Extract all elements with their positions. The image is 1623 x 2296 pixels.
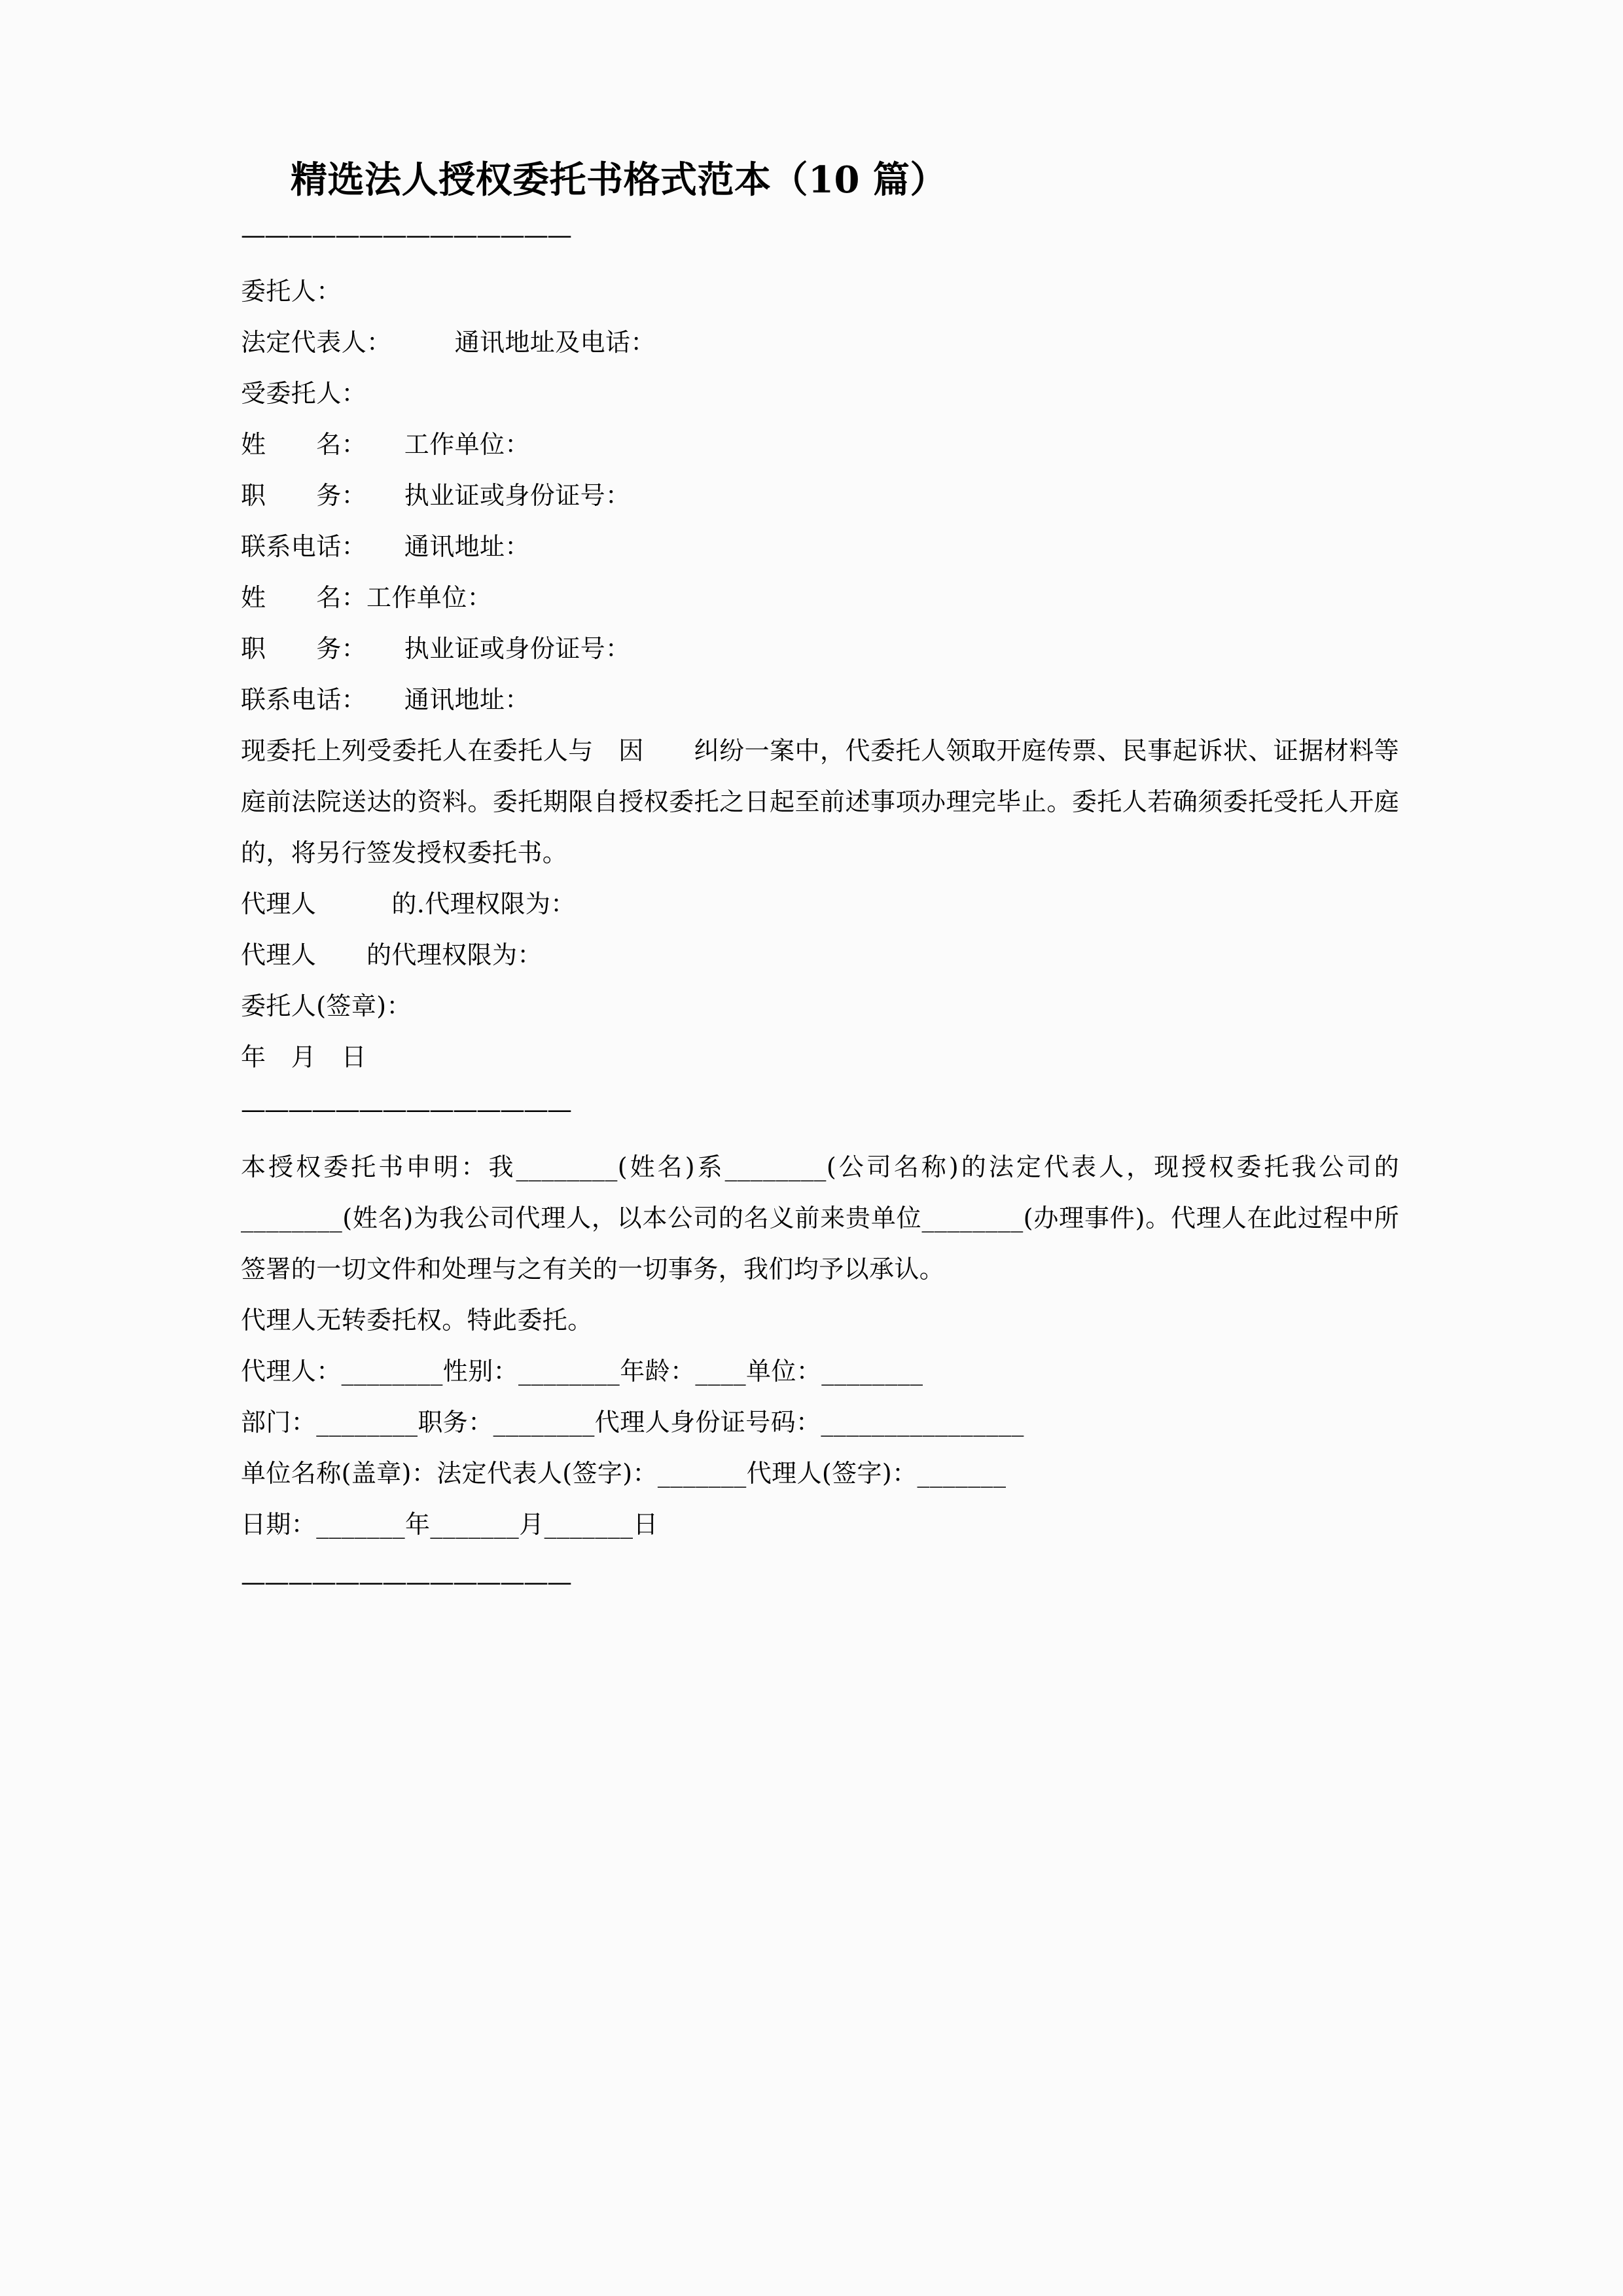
divider-bottom: —————————————— <box>241 1570 571 1596</box>
field-line-name-2: 姓 名：工作单位： <box>241 583 493 612</box>
field-line-date-ymd: 年 月 日 <box>241 1043 367 1071</box>
field-line-position-1: 职 务： 执业证或身份证号： <box>241 481 631 510</box>
field-line-entrustee: 受委托人： <box>241 379 367 408</box>
field-line-principal: 委托人： <box>241 277 342 306</box>
document-body <box>241 157 1399 1598</box>
field-line-position-2: 职 务： 执业证或身份证号： <box>241 634 631 663</box>
field-line-phone-1: 联系电话： 通讯地址： <box>241 532 530 561</box>
field-line-phone-2: 联系电话： 通讯地址： <box>241 685 530 714</box>
form-row-agent-info: 代理人：________性别：________年龄：____单位：________ <box>241 1357 923 1386</box>
form-row-date: 日期：_______年_______月_______日 <box>241 1510 658 1539</box>
no-subdelegation-statement: 代理人无转委托权。特此委托。 <box>241 1306 593 1335</box>
entrustment-scope-paragraph: 现委托上列受委托人在委托人与 因 纠纷一案中，代委托人领取开庭传票、民事起诉状、证据材料等庭前法院送达的资料。委托期限自授权委托之日起至前述事项办理完毕止。委托人若确须委托受托人开庭的，将另行签发授权委托书。 <box>241 736 1399 867</box>
field-line-legal-rep: 法定代表人： 通讯地址及电话： <box>241 328 656 357</box>
field-line-name-1: 姓 名： 工作单位： <box>241 430 530 459</box>
divider-middle: —————————————— <box>241 1097 571 1124</box>
form-row-signatures: 单位名称(盖章)：法定代表人(签字)：_______代理人(签字)：_______ <box>241 1459 1007 1488</box>
page-title: 精选法人授权委托书格式范本（10 篇） <box>291 158 947 202</box>
declaration-paragraph: 本授权委托书申明：我________(姓名)系________(公司名称)的法定代表人，现授权委托我公司的________(姓名)为我公司代理人，以本公司的名义前来贵单位________(办理事件)。代理人在此过程中所签署的一切文件和处理与之有关的一切事务，我们均予以承认。 <box>241 1153 1399 1283</box>
field-line-principal-seal: 委托人(签章)： <box>241 992 412 1020</box>
divider-top: —————————————— <box>241 223 571 249</box>
field-line-agent-authority-2: 代理人 的代理权限为： <box>241 941 543 969</box>
field-line-agent-authority-1: 代理人 的.代理权限为： <box>241 889 576 918</box>
form-row-dept-id: 部门：________职务：________代理人身份证号码：________________ <box>241 1408 1024 1437</box>
